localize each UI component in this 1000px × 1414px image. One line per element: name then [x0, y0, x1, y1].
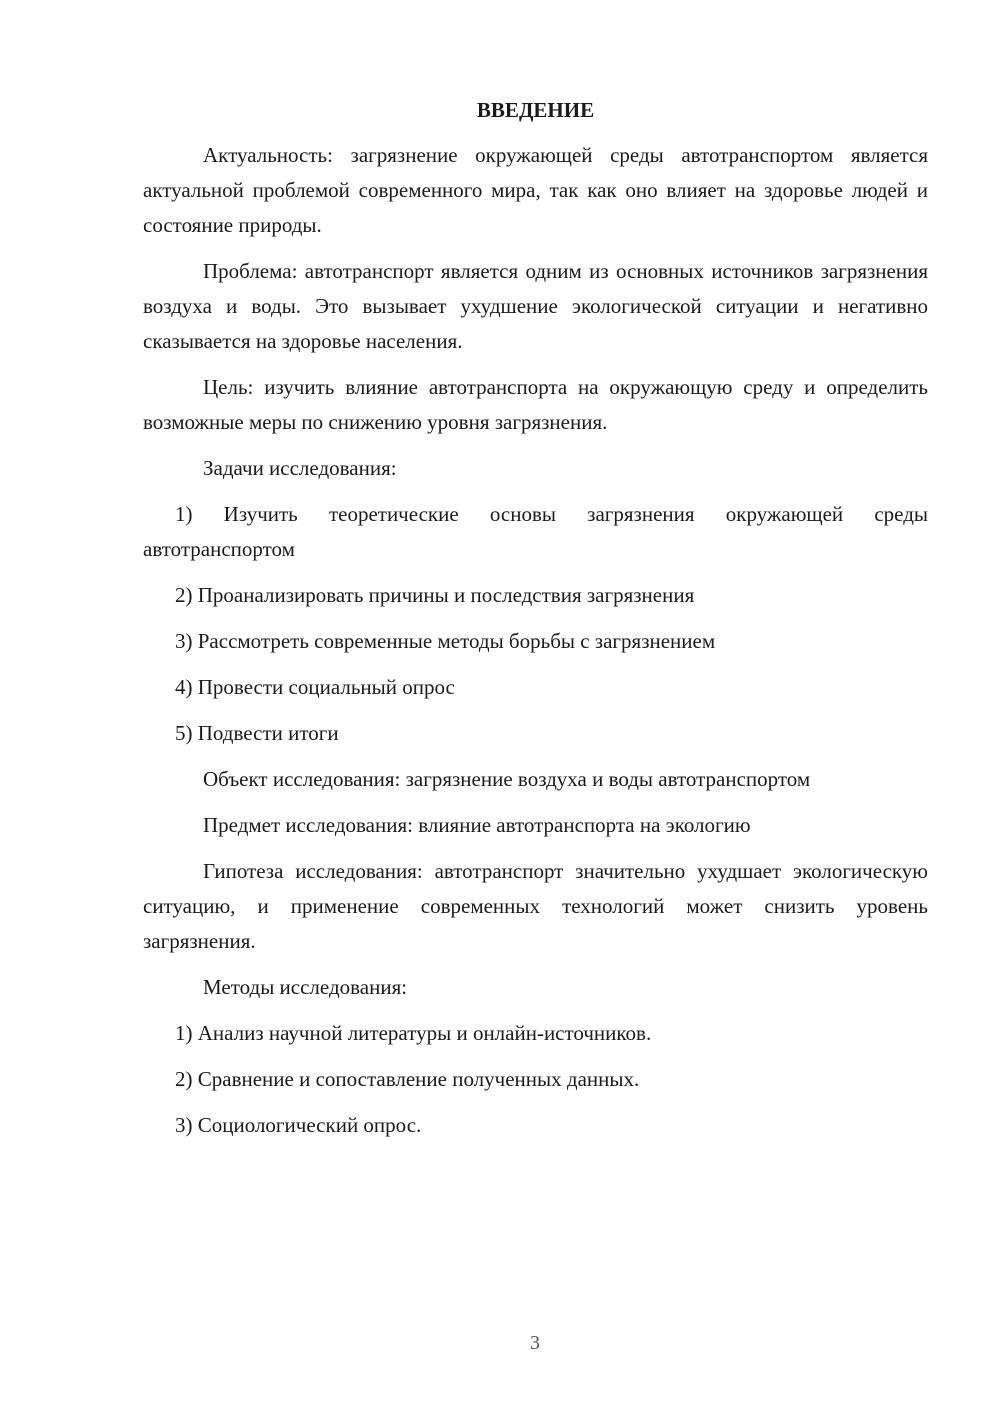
method-item-1: 1) Анализ научной литературы и онлайн-источников. [175, 1021, 652, 1045]
paragraph-object: Объект исследования: загрязнение воздуха и воды автотранспортом [203, 767, 811, 791]
paragraph-goal: Цель: изучить влияние автотранспорта на окружающую среду и определить возможные меры по снижению уровня загрязнения. [143, 375, 928, 434]
paragraph-subject: Предмет исследования: влияние автотранспорта на экологию [203, 813, 751, 837]
method-item-2: 2) Сравнение и сопоставление полученных данных. [175, 1067, 640, 1091]
page-number: 3 [530, 1332, 540, 1354]
section-heading: ВВЕДЕНИЕ [476, 98, 595, 122]
document-body [143, 95, 928, 1154]
paragraph-hypothesis: Гипотеза исследования: автотранспорт значительно ухудшает экологическую ситуацию, и применение современных технологий может снизить уровень загрязнения. [143, 859, 928, 953]
task-item-2: 2) Проанализировать причины и последствия загрязнения [175, 583, 695, 607]
method-item-3: 3) Социологический опрос. [175, 1113, 422, 1137]
task-item-1: 1) Изучить теоретические основы загрязнения окружающей среды автотранспортом [143, 502, 928, 561]
methods-title: Методы исследования: [203, 975, 408, 999]
task-item-4: 4) Провести социальный опрос [175, 675, 455, 699]
paragraph-problem: Проблема: автотранспорт является одним из основных источников загрязнения воздуха и воды. Это вызывает ухудшение экологической ситуации и негативно сказывается на здоровье населения. [143, 259, 928, 353]
paragraph-relevance: Актуальность: загрязнение окружающей среды автотранспортом является актуальной проблемой современного мира, так как оно влияет на здоровье людей и состояние природы. [143, 143, 928, 237]
task-item-5: 5) Подвести итоги [175, 721, 339, 745]
tasks-title: Задачи исследования: [203, 456, 397, 480]
task-item-3: 3) Рассмотреть современные методы борьбы с загрязнением [175, 629, 716, 653]
